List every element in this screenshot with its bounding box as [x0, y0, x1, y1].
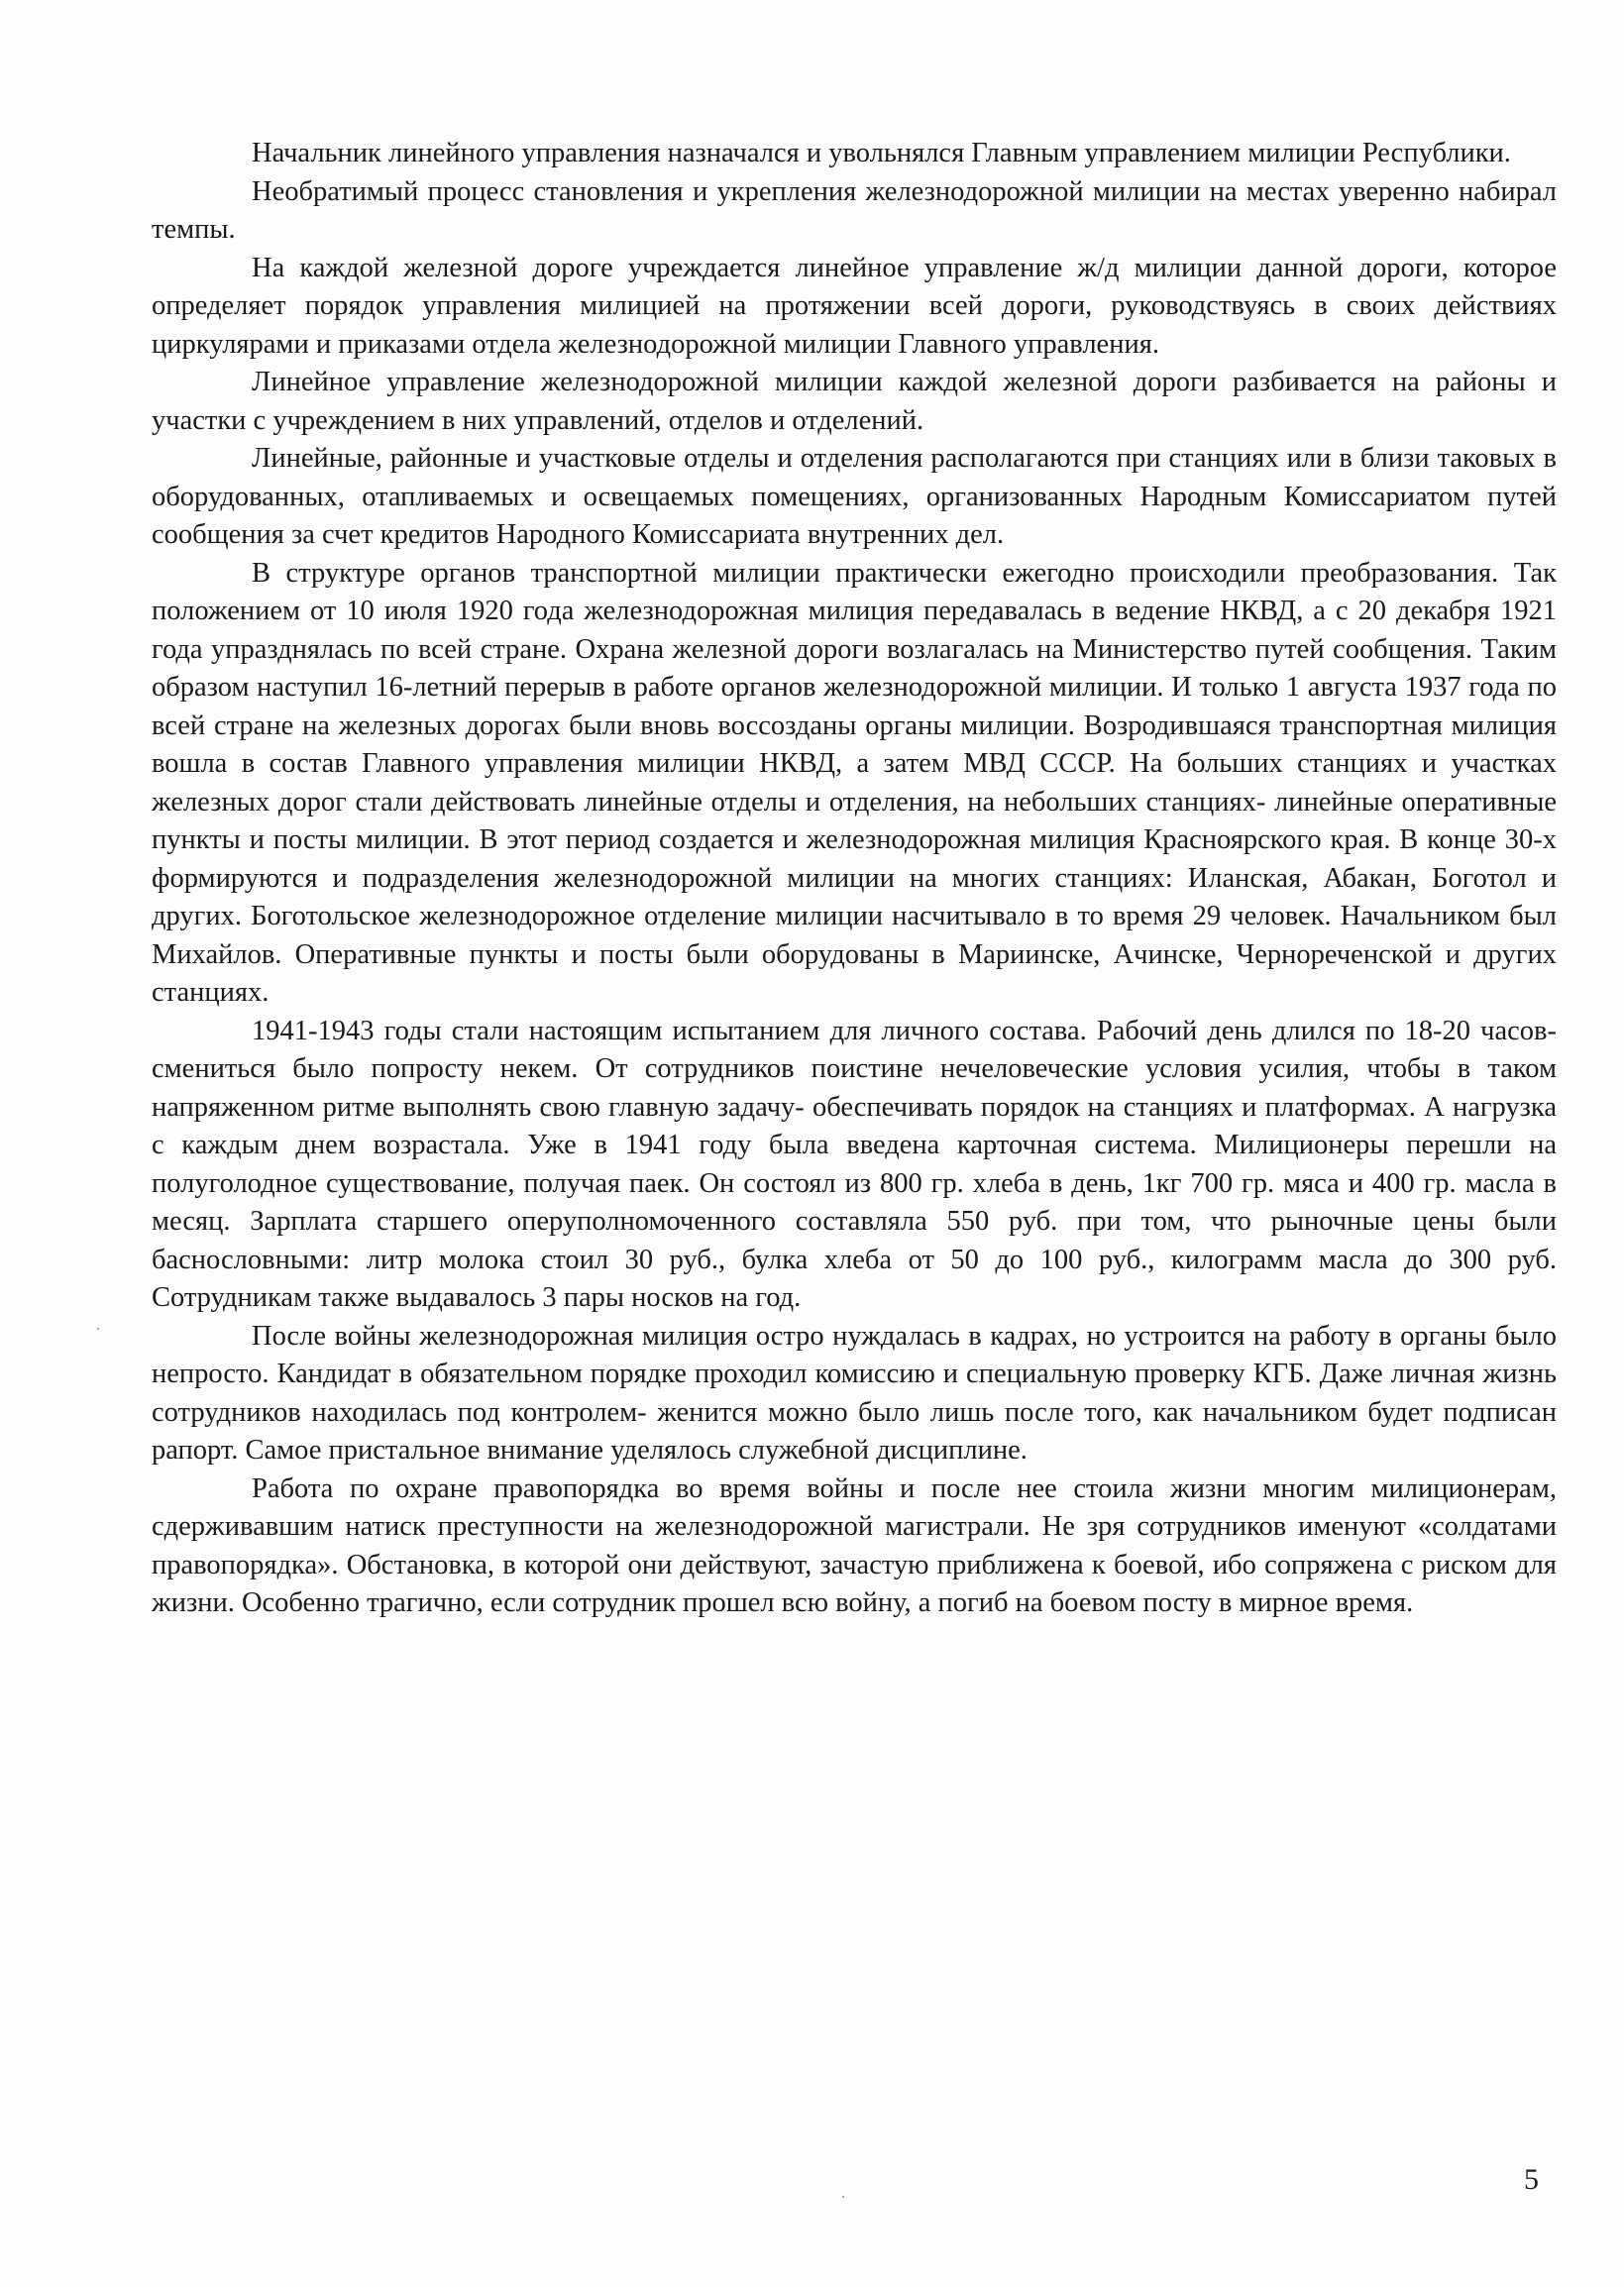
paragraph-9: Работа по охране правопорядка во время войны и после нее стоила жизни многим милиционерам, сдерживавшим натиск преступности на железнодорожной магистрали. Не зря сотрудников именуют «солдатами правопорядка». Обстановка, в которой они действуют, зачастую приближена к боевой, ибо сопряжена с риском для жизни. Особенно трагично, если сотрудник прошел всю войну, а погиб на боевом посту в мирное время.: [152, 1472, 1557, 1618]
paragraph-7: 1941-1943 годы стали настоящим испытанием для личного состава. Рабочий день длился по 18-20 часов- смениться было попросту некем. От сотрудников поистине нечеловеческие условия усилия, чтобы в таком напряженном ритме выполнять свою главную задачу- обеспечивать порядок на станциях и платформах. А нагрузка с каждым днем возрастала. Уже в 1941 году была введена карточная система. Милиционеры перешли на полуголодное существование, получая паек. Он состоял из 800 гр. хлеба в день, 1кг 700 гр. мяса и 400 гр. масла в месяц. Зарплата старшего оперуполномоченного составляла 550 руб. при том, что рыночные цены были баснословными: литр молока стоил 30 руб., булка хлеба от 50 до 100 руб., килограмм масла до 300 руб. Сотрудникам также выдавалось 3 пары носков на год.: [152, 1015, 1557, 1313]
paragraph-6: В структуре органов транспортной милиции практически ежегодно происходили преобразования. Так положением от 10 июля 1920 года железнодорожная милиция передавалась в ведение НКВД, а с 20 декабря 1921 года упразднялась по всей стране. Охрана железной дороги возлагалась на Министерство путей сообщения. Таким образом наступил 16-летний перерыв в работе органов железнодорожной милиции. И только 1 августа 1937 года по всей стране на железных дорогах были вновь воссозданы органы милиции. Возродившаяся транспортная милиция вошла в состав Главного управления милиции НКВД, а затем МВД СССР. На больших станциях и участках железных дорог стали действовать линейные отделы и отделения, на небольших станциях- линейные оперативные пункты и посты милиции. В этот период создается и железнодорожная милиция Красноярского края. В конце 30-х формируются и подразделения железнодорожной милиции на многих станциях: Иланская, Абакан, Боготол и других. Боготольское железнодорожное отделение милиции насчитывало в то время 29 человек. Начальником был Михайлов. Оперативные пункты и посты были оборудованы в Мариинске, Ачинске, Чернореченской и других станциях.: [152, 557, 1557, 1008]
scan-speck: [842, 2196, 844, 2198]
page-number: 5: [1524, 2163, 1539, 2196]
paragraph-1: Начальник линейного управления назначался и увольнялся Главным управлением милиции Республики.: [252, 138, 1511, 168]
paragraph-4: Линейное управление железнодорожной милиции каждой железной дороги разбивается на районы и участки с учреждением в них управлений, отделов и отделений.: [152, 367, 1557, 436]
document-body: [152, 135, 1557, 1623]
paragraph-5: Линейные, районные и участковые отделы и отделения располагаются при станциях или в близи таковых в оборудованных, отапливаемых и освещаемых помещениях, организованных Народным Комиссариатом путей сообщения за счет кредитов Народного Комиссариата внутренних дел.: [152, 443, 1557, 550]
paragraph-2: Необратимый процесс становления и укрепления железнодорожной милиции на местах уверенно набирал темпы.: [152, 175, 1557, 245]
paragraph-8: После войны железнодорожная милиция остро нуждалась в кадрах, но устроится на работу в органы было непросто. Кандидат в обязательном порядке проходил комиссию и специальную проверку КГБ. Даже личная жизнь сотрудников находилась под контролем- женится можно было лишь после того, как начальником будет подписан рапорт. Самое пристальное внимание уделялось служебной дисциплине.: [152, 1320, 1557, 1466]
scan-speck: [97, 1328, 99, 1330]
paragraph-3: На каждой железной дороге учреждается линейное управление ж/д милиции данной дороги, которое определяет порядок управления милицией на протяжении всей дороги, руководствуясь в своих действиях циркулярами и приказами отдела железнодорожной милиции Главного управления.: [152, 252, 1557, 360]
